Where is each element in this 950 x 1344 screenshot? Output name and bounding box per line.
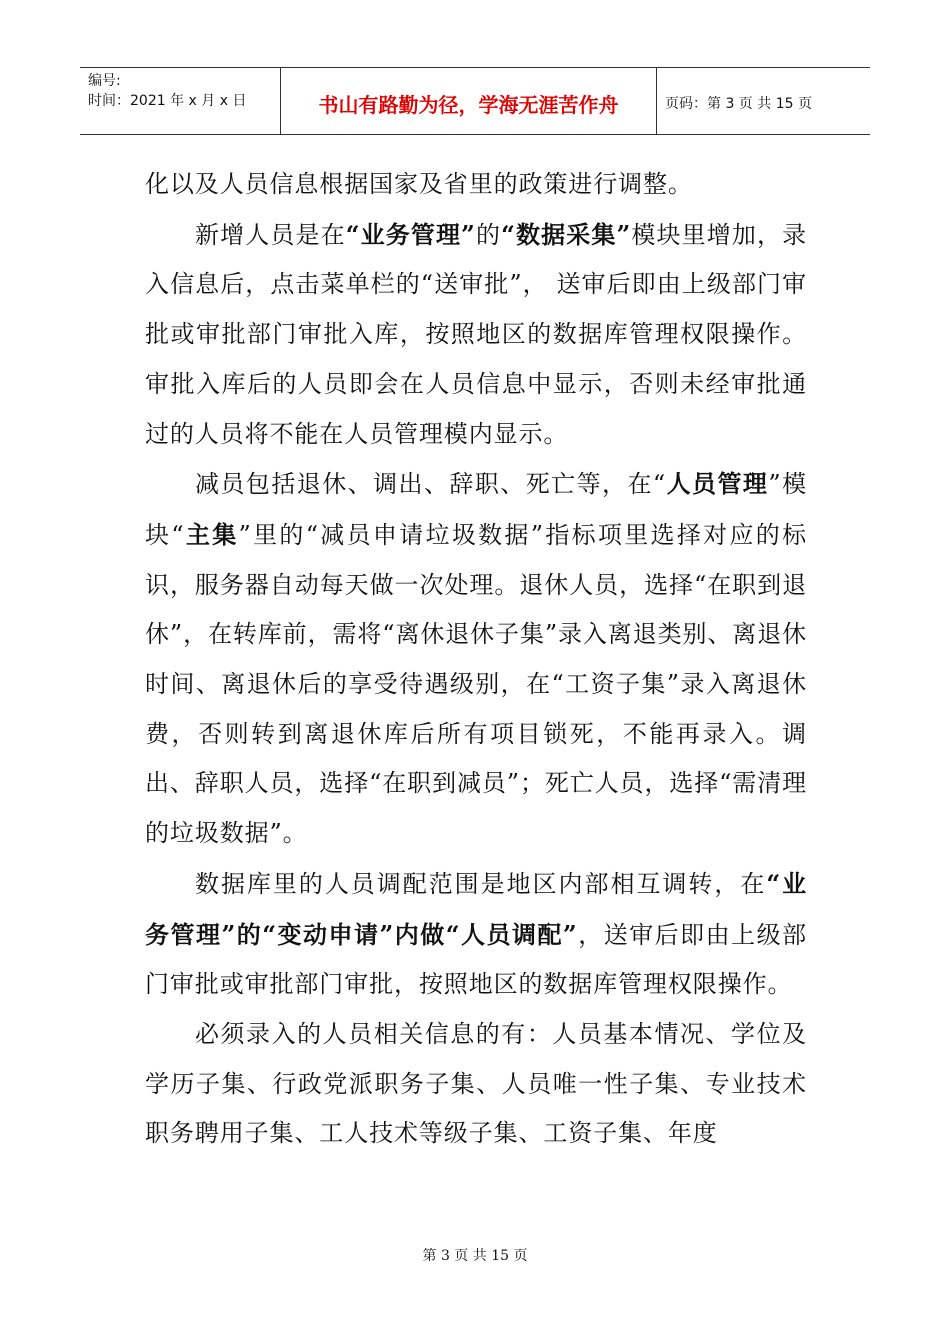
document-body [145, 160, 807, 1159]
text-run: 模块里增加，录入信息后，点击菜单栏的“送审批”， 送审后即由上级部门审批或审批部门审批入库，按照地区的数据库管理权限操作。审批入库后的人员即会在人员信息中显示，否则未经审批通过的人员将不能在人员管理模内显示。 [145, 220, 807, 448]
body-paragraph [145, 459, 807, 859]
document-number-label: 编号: [88, 73, 121, 89]
header-meta [80, 68, 281, 134]
bold-text-run: “数据采集” [501, 219, 632, 249]
text-run: ，送审后即由上级部门审批或审批部门审批，按照地区的数据库管理权限操作。 [145, 920, 807, 999]
header-page-info: 页码：第 3 页 共 15 页 [665, 96, 812, 112]
page-footer: 第 3 页 共 15 页 [422, 1248, 528, 1264]
body-paragraph [145, 210, 807, 460]
text-run: 新增人员是在 [195, 220, 346, 249]
page-header [80, 67, 870, 135]
body-paragraph [145, 160, 807, 210]
text-run: ”里的“减员申请垃圾数据”指标项里选择对应的标识，服务器自动每天做一次处理。退休人员，选择“在职到退休”，在转库前，需将“离休退休子集”录入离退类别、离退休时间、离退休后的享受待遇级别，在“工资子集”录入离退休费，否则转到离退休库后所有项目锁死，不能再录入。调出、辞职人员，选择“在职到减员”；死亡人员，选择“需清理的垃圾数据”。 [145, 520, 808, 848]
text-run: 减员包括退休、调出、辞职、死亡等，在“ [195, 470, 667, 499]
body-paragraph [145, 1010, 807, 1159]
text-run: 的 [475, 220, 502, 249]
header-motto: 书山有路勤为径，学海无涯苦作舟 [281, 68, 657, 134]
document-date: 时间：2021 年 x 月 x 日 [88, 93, 247, 109]
text-run: ”模块“ [145, 470, 807, 549]
bold-text-run: 主集 [184, 519, 239, 549]
bold-text-run: “业务管理” [345, 219, 476, 249]
bold-text-run: 人员管理 [666, 469, 769, 499]
text-run: 必须录入的人员相关信息的有：人员基本情况、学位及学历子集、行政党派职务子集、人员唯一性子集、专业技术职务聘用子集、工人技术等级子集、工资子集、年度 [145, 1019, 807, 1148]
text-run: 数据库里的人员调配范围是地区内部相互调转，在 [195, 869, 767, 898]
body-paragraph [145, 859, 807, 1010]
text-run: 化以及人员信息根据国家及省里的政策进行调整。 [145, 170, 693, 198]
bold-text-run: “业务管理”的“变动申请”内做“人员调配” [145, 868, 807, 949]
